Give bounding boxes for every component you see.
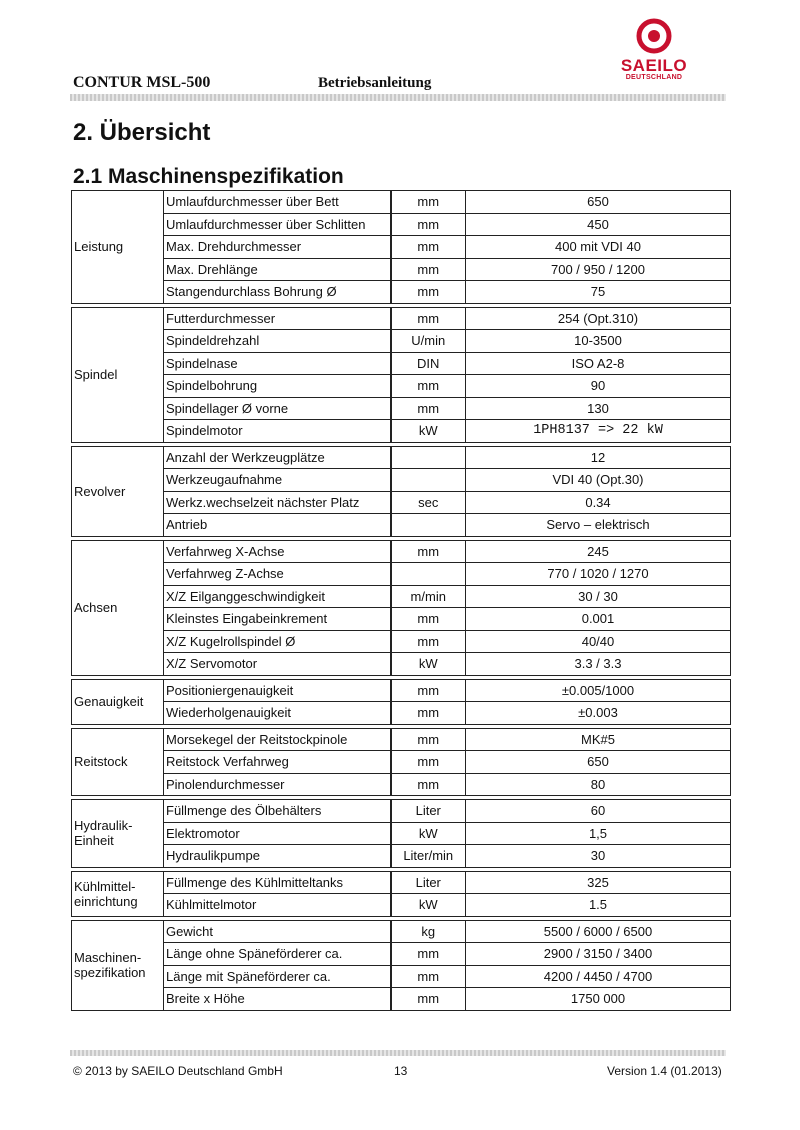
value-cell: 0.34 (466, 491, 731, 514)
spec-row (72, 822, 731, 845)
spec-row (72, 630, 731, 653)
header-title: CONTUR MSL-500 (73, 74, 211, 91)
unit-cell: kW (391, 822, 466, 845)
spec-row (72, 608, 731, 631)
unit-cell: mm (391, 236, 466, 259)
group-label: Revolver (72, 446, 164, 536)
spec-row (72, 236, 731, 259)
unit-cell (391, 469, 466, 492)
value-cell: 130 (466, 397, 731, 420)
value-cell: ±0.003 (466, 702, 731, 725)
unit-cell: sec (391, 491, 466, 514)
unit-cell: mm (391, 943, 466, 966)
param-cell: Antrieb (164, 514, 391, 537)
spec-table (71, 190, 731, 1011)
param-cell: Füllmenge des Ölbehälters (164, 800, 391, 823)
value-cell: 10-3500 (466, 330, 731, 353)
spec-row (72, 563, 731, 586)
subsection-heading: 2.1 Maschinenspezifikation (73, 165, 344, 188)
header-subtitle: Betriebsanleitung (318, 75, 432, 91)
param-cell: Spindeldrehzahl (164, 330, 391, 353)
param-cell: X/Z Kugelrollspindel Ø (164, 630, 391, 653)
unit-cell: mm (391, 540, 466, 563)
param-cell: Breite x Höhe (164, 988, 391, 1011)
value-cell: 40/40 (466, 630, 731, 653)
param-cell: Länge ohne Späneförderer ca. (164, 943, 391, 966)
unit-cell: mm (391, 307, 466, 330)
param-cell: Verfahrweg Z-Achse (164, 563, 391, 586)
param-cell: Kühlmittelmotor (164, 894, 391, 917)
value-cell: 75 (466, 281, 731, 304)
value-cell: 650 (466, 751, 731, 774)
value-cell: 245 (466, 540, 731, 563)
header-rule (70, 94, 726, 101)
param-cell: Länge mit Späneförderer ca. (164, 965, 391, 988)
value-cell: 1.5 (466, 894, 731, 917)
param-cell: Umlaufdurchmesser über Bett (164, 191, 391, 214)
unit-cell (391, 563, 466, 586)
footer-copyright: © 2013 by SAEILO Deutschland GmbH (73, 1064, 283, 1078)
group-label: Reitstock (72, 728, 164, 796)
saeilo-logo (614, 18, 694, 90)
spec-row (72, 397, 731, 420)
param-cell: Verfahrweg X-Achse (164, 540, 391, 563)
footer-page-number: 13 (394, 1064, 408, 1078)
spec-row (72, 375, 731, 398)
value-cell: 90 (466, 375, 731, 398)
spec-row (72, 845, 731, 868)
spec-row (72, 469, 731, 492)
spec-row (72, 679, 731, 702)
spec-row (72, 871, 731, 894)
value-cell: 0.001 (466, 608, 731, 631)
value-cell: 4200 / 4450 / 4700 (466, 965, 731, 988)
param-cell: Füllmenge des Kühlmitteltanks (164, 871, 391, 894)
unit-cell (391, 514, 466, 537)
value-cell: 450 (466, 213, 731, 236)
logo-ring-icon (636, 18, 672, 54)
section-heading: 2. Übersicht (73, 119, 211, 146)
logo-name: SAEILO (620, 56, 688, 75)
param-cell: X/Z Servomotor (164, 653, 391, 676)
group-label: Maschinen- spezifikation (72, 920, 164, 1010)
param-cell: X/Z Eilganggeschwindigkeit (164, 585, 391, 608)
value-cell: 80 (466, 773, 731, 796)
logo-subtitle: DEUTSCHLAND (625, 74, 683, 81)
value-cell: 30 (466, 845, 731, 868)
footer-version: Version 1.4 (01.2013) (607, 1064, 722, 1078)
unit-cell: mm (391, 608, 466, 631)
unit-cell: DIN (391, 352, 466, 375)
param-cell: Werkz.wechselzeit nächster Platz (164, 491, 391, 514)
value-cell: 2900 / 3150 / 3400 (466, 943, 731, 966)
spec-row (72, 728, 731, 751)
spec-row (72, 943, 731, 966)
unit-cell: mm (391, 281, 466, 304)
spec-row (72, 213, 731, 236)
spec-row (72, 307, 731, 330)
unit-cell: U/min (391, 330, 466, 353)
param-cell: Spindelnase (164, 352, 391, 375)
value-cell: 60 (466, 800, 731, 823)
spec-row (72, 352, 731, 375)
unit-cell: Liter/min (391, 845, 466, 868)
spec-row (72, 491, 731, 514)
unit-cell: mm (391, 751, 466, 774)
unit-cell: Liter (391, 871, 466, 894)
value-cell: 400 mit VDI 40 (466, 236, 731, 259)
spec-row (72, 514, 731, 537)
unit-cell: mm (391, 191, 466, 214)
spec-row (72, 894, 731, 917)
param-cell: Positioniergenauigkeit (164, 679, 391, 702)
value-cell: 5500 / 6000 / 6500 (466, 920, 731, 943)
unit-cell: mm (391, 213, 466, 236)
spec-row (72, 540, 731, 563)
param-cell: Hydraulikpumpe (164, 845, 391, 868)
value-cell: Servo – elektrisch (466, 514, 731, 537)
group-label: Spindel (72, 307, 164, 442)
unit-cell (391, 446, 466, 469)
spec-row (72, 585, 731, 608)
unit-cell: mm (391, 679, 466, 702)
value-cell: 700 / 950 / 1200 (466, 258, 731, 281)
value-cell: MK#5 (466, 728, 731, 751)
param-cell: Max. Drehdurchmesser (164, 236, 391, 259)
param-cell: Kleinstes Eingabeinkrement (164, 608, 391, 631)
param-cell: Pinolendurchmesser (164, 773, 391, 796)
value-cell: 12 (466, 446, 731, 469)
spec-row (72, 702, 731, 725)
spec-row (72, 191, 731, 214)
unit-cell: Liter (391, 800, 466, 823)
param-cell: Morsekegel der Reitstockpinole (164, 728, 391, 751)
footer-rule (70, 1050, 726, 1056)
param-cell: Wiederholgenauigkeit (164, 702, 391, 725)
group-label: Kühlmittel- einrichtung (72, 871, 164, 916)
unit-cell: mm (391, 728, 466, 751)
spec-row (72, 773, 731, 796)
spec-row (72, 920, 731, 943)
spec-row (72, 258, 731, 281)
param-cell: Spindellager Ø vorne (164, 397, 391, 420)
unit-cell: mm (391, 258, 466, 281)
value-cell: 30 / 30 (466, 585, 731, 608)
param-cell: Futterdurchmesser (164, 307, 391, 330)
group-label: Hydraulik- Einheit (72, 800, 164, 868)
group-label: Leistung (72, 191, 164, 304)
unit-cell: kg (391, 920, 466, 943)
value-cell: ±0.005/1000 (466, 679, 731, 702)
param-cell: Werkzeugaufnahme (164, 469, 391, 492)
param-cell: Spindelbohrung (164, 375, 391, 398)
param-cell: Stangendurchlass Bohrung Ø (164, 281, 391, 304)
unit-cell: m/min (391, 585, 466, 608)
value-cell: 1PH8137 => 22 kW (466, 420, 731, 443)
param-cell: Reitstock Verfahrweg (164, 751, 391, 774)
unit-cell: kW (391, 653, 466, 676)
unit-cell: kW (391, 894, 466, 917)
param-cell: Max. Drehlänge (164, 258, 391, 281)
spec-row (72, 988, 731, 1011)
value-cell: 3.3 / 3.3 (466, 653, 731, 676)
spec-row (72, 653, 731, 676)
unit-cell: mm (391, 988, 466, 1011)
unit-cell: mm (391, 773, 466, 796)
spec-row (72, 751, 731, 774)
param-cell: Anzahl der Werkzeugplätze (164, 446, 391, 469)
unit-cell: mm (391, 630, 466, 653)
unit-cell: mm (391, 397, 466, 420)
value-cell: 1750 000 (466, 988, 731, 1011)
spec-row (72, 420, 731, 443)
value-cell: 650 (466, 191, 731, 214)
unit-cell: mm (391, 375, 466, 398)
unit-cell: mm (391, 702, 466, 725)
unit-cell: kW (391, 420, 466, 443)
param-cell: Umlaufdurchmesser über Schlitten (164, 213, 391, 236)
param-cell: Gewicht (164, 920, 391, 943)
spec-row (72, 446, 731, 469)
value-cell: VDI 40 (Opt.30) (466, 469, 731, 492)
unit-cell: mm (391, 965, 466, 988)
value-cell: 254 (Opt.310) (466, 307, 731, 330)
group-label: Achsen (72, 540, 164, 675)
value-cell: 770 / 1020 / 1270 (466, 563, 731, 586)
value-cell: ISO A2-8 (466, 352, 731, 375)
param-cell: Spindelmotor (164, 420, 391, 443)
spec-row (72, 330, 731, 353)
value-cell: 325 (466, 871, 731, 894)
spec-row (72, 800, 731, 823)
spec-row (72, 281, 731, 304)
param-cell: Elektromotor (164, 822, 391, 845)
value-cell: 1,5 (466, 822, 731, 845)
spec-row (72, 965, 731, 988)
group-label: Genauigkeit (72, 679, 164, 724)
